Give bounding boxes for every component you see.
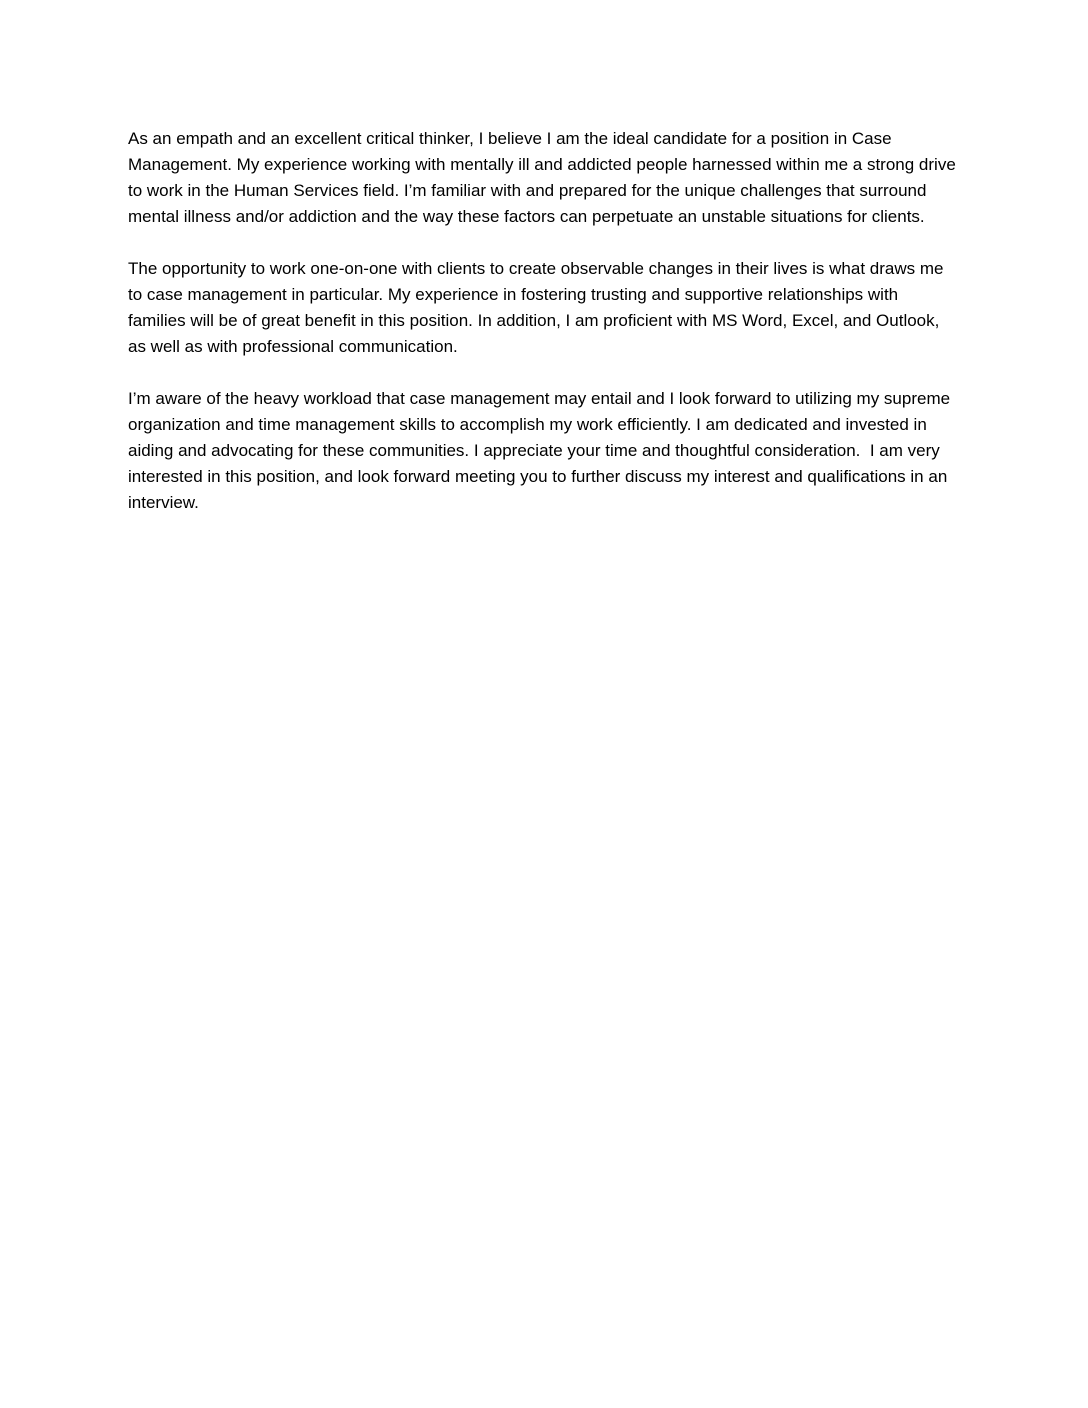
- cover-letter-paragraph-2: The opportunity to work one-on-one with clients to create observable changes in their lives is what draws me to case management in particular. My experience in fostering trusting and supportive relationships with families will be of great benefit in this position. In addition, I am proficient with MS Word, Excel, and Outlook, as well as with professional communication.: [128, 259, 949, 356]
- cover-letter-paragraph-1: As an empath and an excellent critical thinker, I believe I am the ideal candidate for a position in Case Management. My experience working with mentally ill and addicted people harnessed within me a strong drive to work in the Human Services field. I’m familiar with and prepared for the unique challenges that surround mental illness and/or addiction and the way these factors can perpetuate an unstable situations for clients.: [128, 129, 961, 226]
- cover-letter-paragraph-3: I’m aware of the heavy workload that case management may entail and I look forward to utilizing my supreme organization and time management skills to accomplish my work efficiently. I am dedicated and invested in aiding and advocating for these communities. I appreciate your time and thoughtful consideration. I am very interested in this position, and look forward meeting you to further discuss my interest and qualifications in an interview.: [128, 389, 955, 512]
